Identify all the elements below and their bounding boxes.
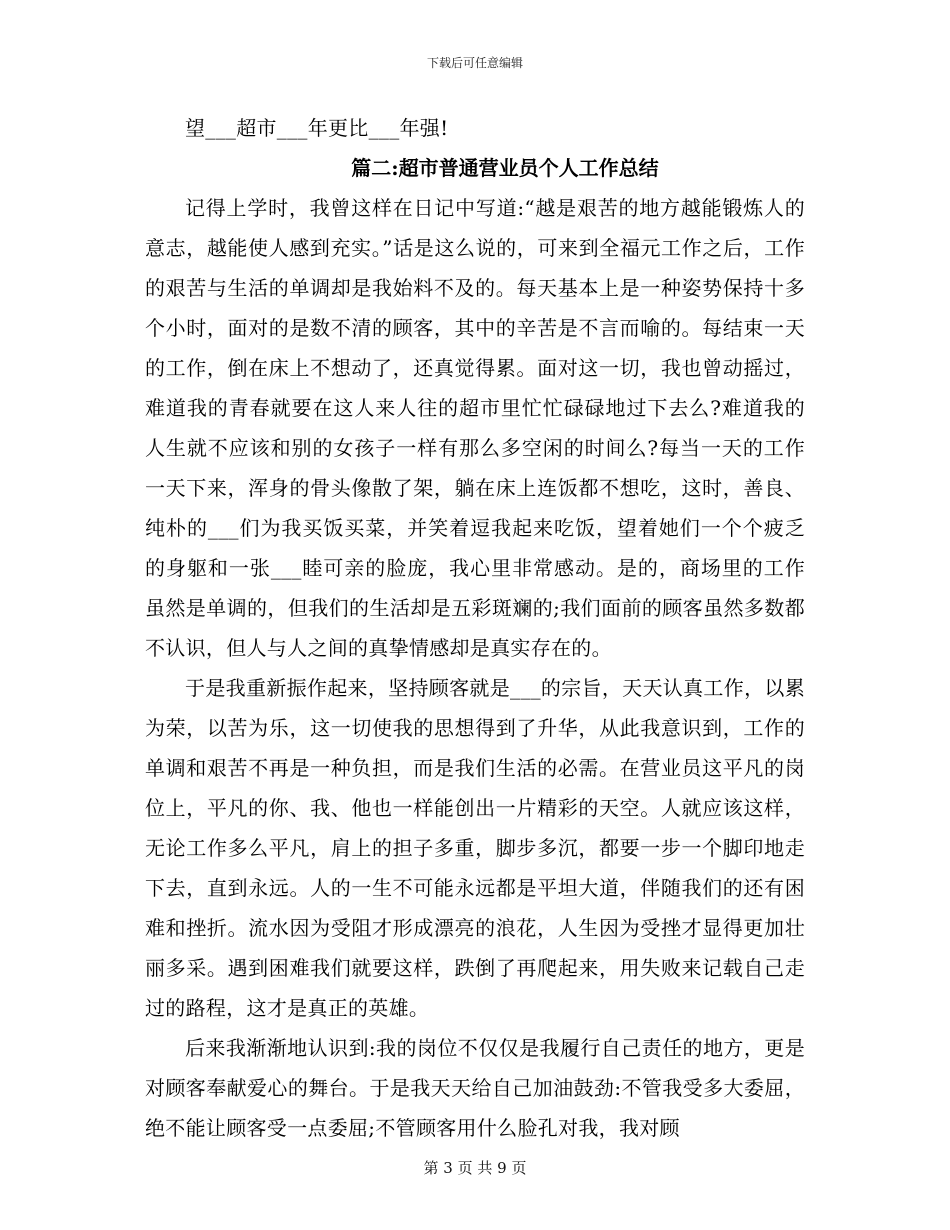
page-number: 第 3 页 共 9 页	[423, 1159, 527, 1177]
document-body	[145, 108, 805, 1148]
intro-line: 望___超市___年更比___年强!	[185, 116, 449, 140]
paragraph-2: 于是我重新振作起来，坚持顾客就是___的宗旨，天天认真工作，以累为荣，以苦为乐，这一切使我的思想得到了升华，从此我意识到，工作的单调和艰苦不再是一种负担，而是我们生活的必需。在营业员这平凡的岗位上，平凡的你、我、他也一样能创出一片精彩的天空。人就应该这样，无论工作多么平凡，肩上的担子多重，脚步多沉，都要一步一个脚印地走下去，直到永远。人的一生不可能永远都是平坦大道，伴随我们的还有困难和挫折。流水因为受阻才形成漂亮的浪花，人生因为受挫才显得更加壮丽多采。遇到困难我们就要这样，跌倒了再爬起来，用失败来记载自己走过的路程，这才是真正的英雄。	[145, 676, 805, 1020]
paragraph-3: 后来我渐渐地认识到:我的岗位不仅仅是我履行自己责任的地方，更是对顾客奉献爱心的舞台。于是我天天给自己加油鼓劲:不管我受多大委屈，绝不能让顾客受一点委屈;不管顾客用什么脸孔对我，我对顾	[145, 1036, 805, 1140]
paragraph-1: 记得上学时，我曾这样在日记中写道:“越是艰苦的地方越能锻炼人的意志，越能使人感到充实。”话是这么说的，可来到全福元工作之后，工作的艰苦与生活的单调却是我始料不及的。每天基本上是一种姿势保持十多个小时，面对的是数不清的顾客，其中的辛苦是不言而喻的。每结束一天的工作，倒在床上不想动了，还真觉得累。面对这一切，我也曾动摇过，难道我的青春就要在这人来人往的超市里忙忙碌碌地过下去么?难道我的人生就不应该和别的女孩子一样有那么多空闲的时间么?每当一天的工作一天下来，浑身的骨头像散了架，躺在床上连饭都不想吃，这时，善良、纯朴的___们为我买饭买菜，并笑着逗我起来吃饭，望着她们一个个疲乏的身躯和一张___睦可亲的脸庞，我心里非常感动。是的，商场里的工作虽然是单调的，但我们的生活却是五彩斑斓的;我们面前的顾客虽然多数都不认识，但人与人之间的真挚情感却是真实存在的。	[145, 196, 805, 660]
page-header: 下载后可任意编辑	[426, 56, 523, 70]
section-title: 篇二:超市普通营业员个人工作总结	[351, 156, 659, 180]
